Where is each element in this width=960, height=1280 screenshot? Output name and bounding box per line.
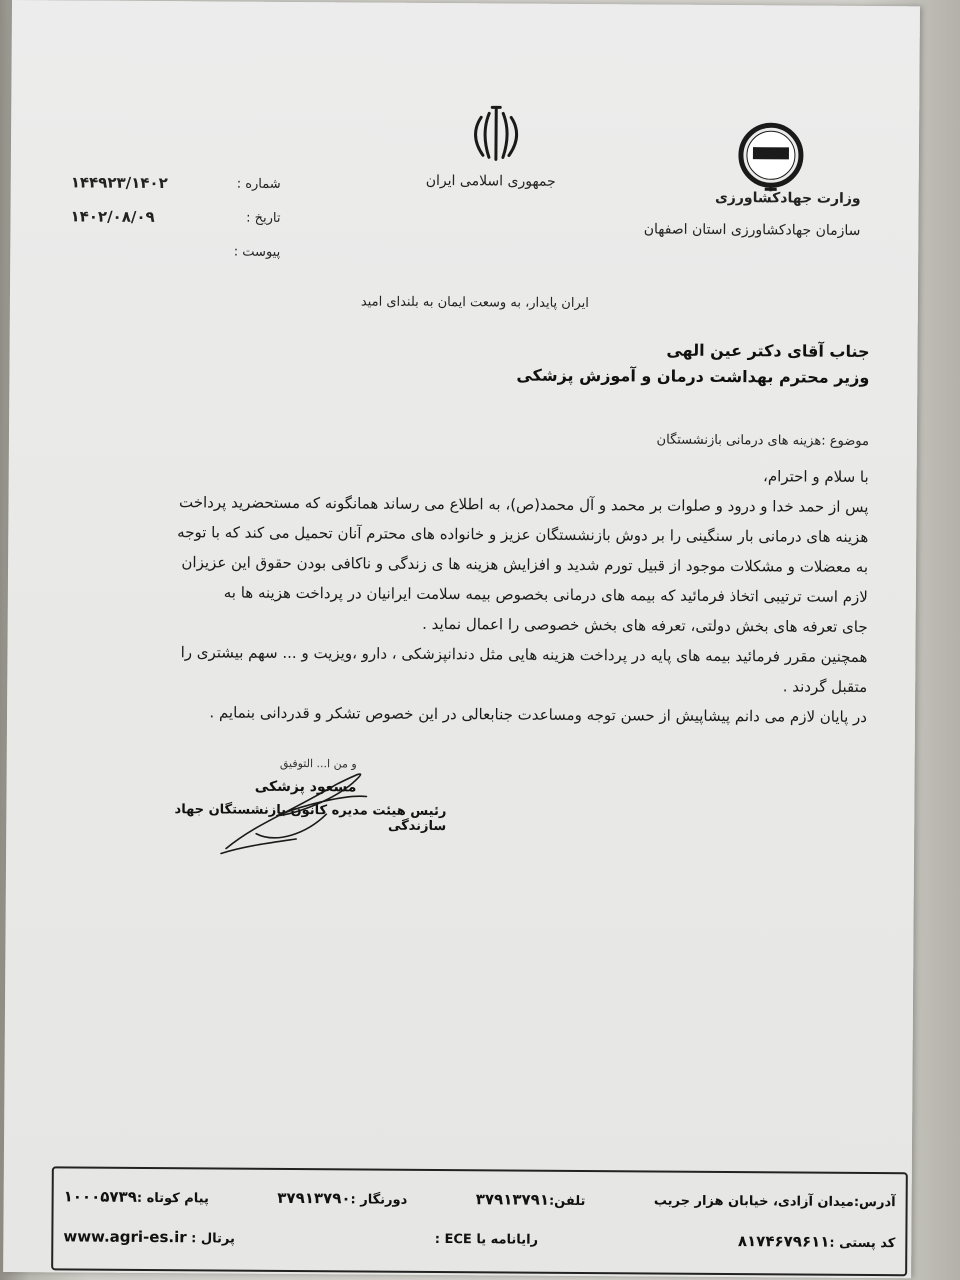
letter-meta: [70, 165, 281, 268]
footer-phone: تلفن:۳۷۹۱۳۷۹۱: [475, 1190, 586, 1210]
footer-address: آدرس:میدان آزادی، خیابان هزار جریب: [653, 1193, 896, 1210]
body-line: با سلام و احترام،: [762, 467, 869, 486]
handwritten-signature-icon: [216, 753, 377, 864]
addressee-name: جناب آقای دکتر عین الهی: [666, 340, 870, 361]
date-label: تاریخ :: [246, 210, 281, 226]
body-line: در پایان لازم می دانم پیشاپیش از حسن توجه ومساعدت جنابعالی در این خصوص تشکر و قدردانی بنمایم .: [209, 703, 868, 726]
body-line: جای تعرفه های بخش دولتی، تعرفه های بخش خصوصی را اعمال نماید .: [422, 614, 868, 636]
addressee-title: وزیر محترم بهداشت درمان و آموزش پزشکی: [516, 365, 870, 387]
body-line: همچنین مقرر فرمائید بیمه های پایه در پرداخت هزینه هایی مثل دندانپزشکی ، دارو ،ویزیت و ... سهم بیشتری را: [180, 643, 868, 666]
organization-name: سازمان جهادکشاورزی استان اصفهان: [643, 221, 861, 239]
number-row: [71, 165, 281, 200]
footer-portal: پرتال : www.agri-es.ir: [63, 1227, 235, 1247]
signer-name: مسعود پزشکی: [254, 778, 357, 796]
date-row: [70, 199, 280, 234]
jahad-keshavarzi-logo-icon: [733, 117, 810, 194]
footer-row-2: [63, 1216, 895, 1262]
letter-page: [3, 0, 920, 1278]
number-label: شماره :: [236, 176, 281, 192]
footer-fax: دورنگار :۳۷۹۱۳۷۹۰: [277, 1188, 408, 1208]
footer-email: رایانامه یا ECE :: [434, 1231, 539, 1248]
body-line: هزینه های درمانی بار سنگینی را بر دوش بازنشستگان عزیز و خانواده های محترم آنان تحمیل می کند که با توجه: [177, 523, 869, 546]
number-value: ۱۴۴۹۲۳/۱۴۰۲: [70, 173, 168, 193]
attachment-row: [70, 233, 280, 268]
footer-row-1: [64, 1176, 896, 1222]
attachment-label: پیوست :: [233, 244, 281, 260]
signer-title: رئیس هیئت مدیره کانون بازنشستگان جهاد سازندگی: [174, 802, 447, 835]
body-line: لازم است ترتیبی اتخاذ فرمائید که بیمه های درمانی بخصوص بیمه سلامت ایرانیان در پرداخت هزینه ها به: [223, 583, 868, 606]
letter-body: [127, 457, 869, 732]
republic-title: جمهوری اسلامی ایران: [425, 172, 556, 190]
footer-postal: کد پستی :۸۱۷۴۶۷۹۶۱۱: [737, 1232, 896, 1252]
subject-line: موضوع :هزینه های درمانی بازنشستگان: [656, 432, 869, 449]
slogan: ایران پایدار، به وسعت ایمان به بلندای امید: [360, 294, 589, 312]
body-line: پس از حمد خدا و درود و صلوات بر محمد و آل محمد(ص)، به اطلاع می رساند همانگونه که مستحضرید پرداخت: [178, 493, 869, 516]
body-line: متقبل گردند .: [782, 677, 868, 696]
ministry-name: وزارت جهادکشاورزی: [714, 189, 861, 207]
footer-box: [51, 1166, 908, 1276]
body-line: به معضلات و مشکلات موجود از قبیل تورم شدید و افزایش هزینه ها ی زندگی و ناکافی بودن حقوق این عزیزان: [181, 553, 869, 576]
date-value: ۱۴۰۲/۰۸/۰۹: [70, 207, 155, 227]
iran-emblem-icon: [459, 99, 534, 174]
signature-closing: و من ا... التوفیق: [279, 756, 357, 771]
footer-sms: پیام کوتاه :۱۰۰۰۵۷۳۹: [63, 1187, 209, 1207]
